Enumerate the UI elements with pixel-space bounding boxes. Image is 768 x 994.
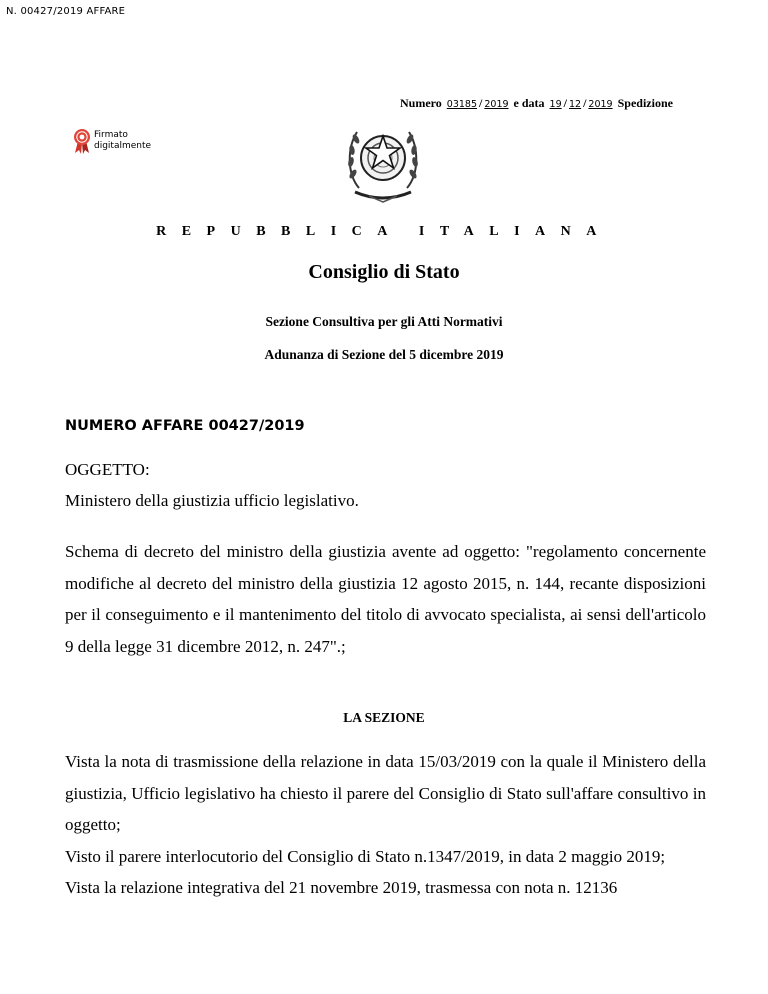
republic-heading — [0, 224, 768, 240]
date-day: 19 — [549, 99, 562, 110]
la-sezione-heading: LA SEZIONE — [343, 710, 425, 725]
body-paragraph: Vista la nota di trasmissione della relazione in data 15/03/2019 con la quale il Ministero della giustizia, Ufficio legislativo ha chiesto il parere del Consiglio di Stato sull'affare consultivo in oggetto; — [65, 752, 706, 834]
document-reference-header: N. 00427/2019 AFFARE — [6, 6, 126, 17]
slash-separator: / — [563, 96, 567, 110]
republic-word-2: ITALIANA — [418, 224, 612, 239]
council-title: Consiglio di Stato — [308, 261, 460, 283]
spedizione-label: Spedizione — [617, 96, 673, 110]
section-subtitle: Sezione Consultiva per gli Atti Normativi — [265, 314, 503, 329]
oggetto-ministry: Ministero della giustizia ufficio legislativo. — [65, 491, 359, 510]
protocol-line — [400, 96, 673, 111]
signature-line-1: Firmato — [94, 130, 128, 140]
slash-separator: / — [479, 96, 483, 110]
digital-signature-badge — [72, 128, 152, 159]
date-month: 12 — [568, 99, 582, 110]
signature-seal-icon — [72, 128, 92, 154]
italian-republic-emblem-icon — [345, 118, 421, 209]
numero-value: 03185 — [446, 99, 478, 110]
slash-separator: / — [583, 96, 587, 110]
body-paragraphs — [65, 746, 706, 904]
affare-number: NUMERO AFFARE 00427/2019 — [65, 418, 305, 434]
republic-word-1: REPUBBLICA — [156, 224, 403, 239]
signature-line-2: digitalmente — [94, 141, 152, 151]
oggetto-schema-paragraph: Schema di decreto del ministro della giustizia avente ad oggetto: "regolamento concernente modifiche al decreto del ministro della giustizia 12 agosto 2015, n. 144, recante disposizioni per il conseguimento e il mantenimento del titolo di avvocato specialista, ai sensi dell'articolo 9 della legge 31 dicembre 2012, n. 247".; — [65, 542, 706, 656]
meeting-date: Adunanza di Sezione del 5 dicembre 2019 — [264, 347, 504, 362]
oggetto-label: OGGETTO: — [65, 460, 150, 479]
body-paragraph: Vista la relazione integrativa del 21 novembre 2019, trasmessa con nota n. 12136 — [65, 878, 618, 897]
numero-label: Numero — [400, 96, 442, 110]
date-year: 2019 — [588, 99, 613, 110]
body-paragraph: Visto il parere interlocutorio del Consiglio di Stato n.1347/2019, in data 2 maggio 2019; — [65, 846, 666, 866]
numero-year: 2019 — [484, 99, 509, 110]
data-label: e data — [513, 96, 545, 110]
